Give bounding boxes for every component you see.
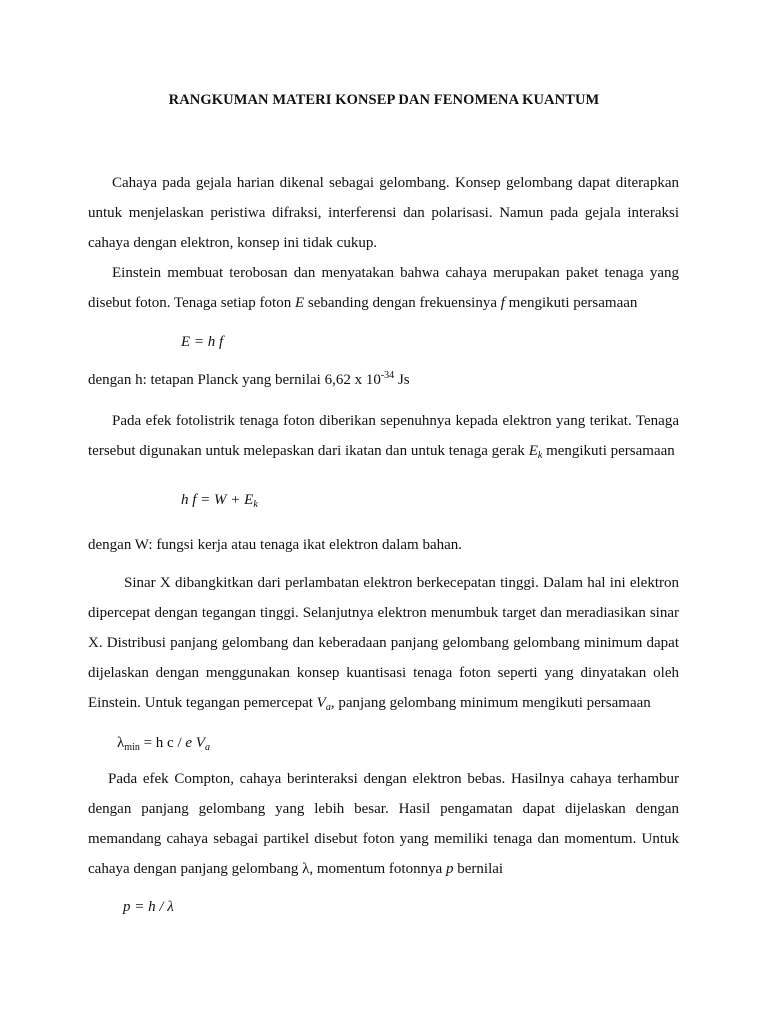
p5-text: dengan W: fungsi kerja atau tenaga ikat elektron dalam bahan. <box>88 537 463 553</box>
formula3-mid: = h c / <box>139 735 186 751</box>
formula-photon-energy: E = h f <box>181 334 224 350</box>
p2-text-b: sebanding dengan frekuensinya <box>304 295 501 311</box>
formula-min-wavelength <box>117 733 210 753</box>
formula-photoelectric <box>181 490 258 510</box>
p7-symbol-p: p <box>446 861 454 877</box>
p3-text-b: Js <box>394 372 410 388</box>
p2-text-a: Einstein membuat terobosan dan menyatakan bahwa cahaya merupakan paket tenaga yang disebut foton. Tenaga setiap foton <box>88 265 679 311</box>
formula-photon-momentum: p = h / λ <box>123 899 174 915</box>
paragraph-einstein <box>88 258 679 318</box>
p7-text-a: Pada efek Compton, cahaya berinteraksi dengan elektron bebas. Hasilnya cahaya terhambur dengan panjang gelombang yang lebih besar. Hasil pengamatan dapat dijelaskan dengan memandang cahaya sebagai partikel disebut foton yang memiliki tenaga dan momentum. Untuk cahaya dengan panjang gelombang λ, momentum fotonnya <box>88 771 679 877</box>
p6-text-a: Sinar X dibangkitkan dari perlambatan elektron berkecepatan tinggi. Dalam hal ini elektron dipercepat dengan tegangan tinggi. Selanjutnya elektron menumbuk target dan meradiasikan sinar X. Distribusi panjang gelombang dan keberadaan panjang gelombang gelombang minimum dapat dijelaskan dengan menggunakan konsep kuantisasi tenaga foton seperti yang dinyatakan oleh Einstein. Untuk tegangan pemercepat <box>88 575 679 711</box>
p6-text-b: , panjang gelombang minimum mengikuti persamaan <box>330 695 651 711</box>
paragraph-planck <box>88 365 679 395</box>
paragraph-wave-text: Cahaya pada gejala harian dikenal sebagai gelombang. Konsep gelombang dapat diterapkan untuk menjelaskan peristiwa difraksi, interferensi dan polarisasi. Namun pada gejala interaksi cahaya dengan elektron, konsep ini tidak cukup. <box>88 175 679 251</box>
paragraph-xray <box>88 568 679 718</box>
p4-text-a: Pada efek fotolistrik tenaga foton diberikan sepenuhnya kepada elektron yang terikat. Tenaga tersebut digunakan untuk melepaskan dari ikatan dan untuk tenaga gerak <box>88 413 679 459</box>
p2-text-c: mengikuti persamaan <box>504 295 638 311</box>
p6-symbol-V-sub: a <box>325 702 331 713</box>
paragraph-wave <box>88 168 679 258</box>
p3-exponent: -34 <box>380 370 395 381</box>
p7-text-b: bernilai <box>453 861 504 877</box>
formula2-sub: k <box>253 499 258 510</box>
formula3-lambda-sub: min <box>124 742 140 753</box>
paragraph-compton <box>88 764 679 884</box>
formula2-main: h f = W + E <box>181 492 254 508</box>
paragraph-work-function <box>88 530 679 560</box>
p4-symbol-Ek-sub: k <box>537 450 543 461</box>
p4-text-b: mengikuti persamaan <box>542 443 675 459</box>
p3-text-a: dengan h: tetapan Planck yang bernilai 6,62 x 10 <box>88 372 381 388</box>
formula3-lambda: λ <box>117 735 125 751</box>
p2-symbol-E: E <box>294 295 305 311</box>
paragraph-photoelectric <box>88 406 679 466</box>
formula3-eV-sub: a <box>204 742 210 753</box>
document-title: RANGKUMAN MATERI KONSEP DAN FENOMENA KUANTUM <box>168 92 600 108</box>
p6-symbol-V: V <box>316 695 326 711</box>
p2-symbol-f: f <box>500 295 505 311</box>
p4-symbol-Ek: E <box>528 443 538 459</box>
formula3-eV: e V <box>185 735 205 751</box>
